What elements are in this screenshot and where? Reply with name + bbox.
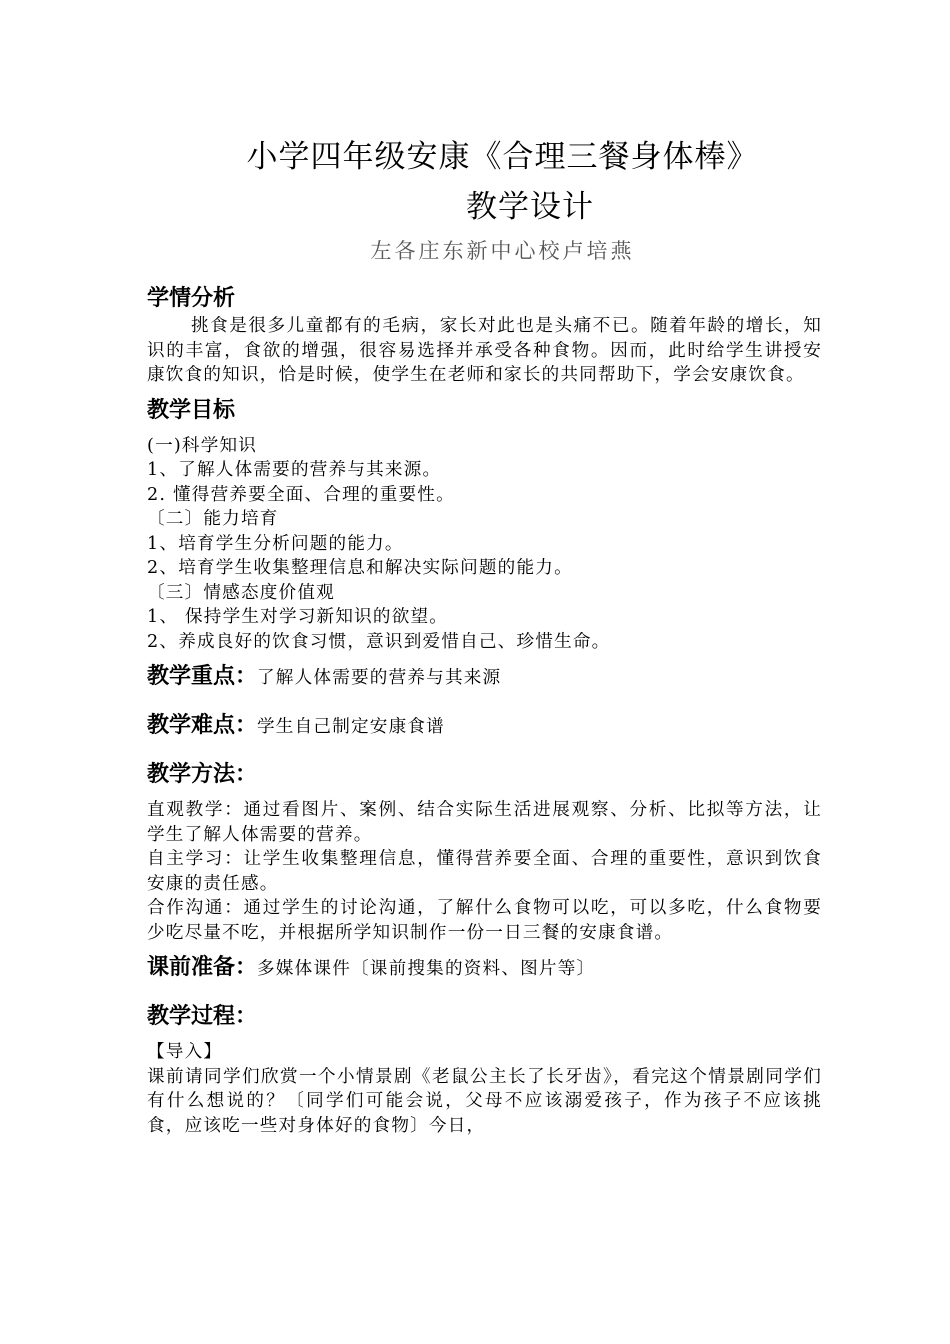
goal-line: 2、养成良好的饮食习惯，意识到爱惜自己、珍惜生命。 [147,631,611,652]
goal-line: 1、了解人体需要的营养与其来源。 [147,460,442,480]
key-point-label: 教学重点： [147,664,258,689]
difficulty-row [147,711,822,742]
preparation-label: 课前准备： [147,955,258,980]
method-paragraph: 合作沟通：通过学生的讨论沟通，了解什么食物可以吃，可以多吃，什么食物要少吃尽量不吃，并根据所学知识制作一份一日三餐的安康食谱。 [147,898,822,943]
difficulty-value: 学生自己制定安康食谱 [257,717,445,737]
goal-line: 〔三〕情感态度价值观 [147,582,335,603]
analysis-paragraph: 挑食是很多儿童都有的毛病，家长对此也是头痛不已。随着年龄的增长，知识的丰富，食欲的增强，很容易选择并承受各种食物。因而，此时给学生讲授安康饮食的知识，恰是时候，使学生在老师和家长的共同帮助下，学会安康饮食。 [147,316,822,385]
section-heading-goals: 教学目标 [147,397,236,423]
section-heading-analysis: 学情分析 [147,286,236,311]
goal-line: 1、 保持学生对学习新知识的欲望。 [147,607,449,627]
preparation-value: 多媒体课件〔课前搜集的资料、图片等〕 [257,959,596,979]
key-point-row [147,662,822,693]
goal-line: 2、培育学生收集整理信息和解决实际问题的能力。 [147,558,573,578]
author-line: 左各庄东新中心校卢培燕 [370,239,635,263]
section-heading-process: 教学过程： [147,1004,258,1029]
goal-line: 〔二〕能力培育 [147,509,279,529]
goal-line: 2. 懂得营养要全面、合理的重要性。 [147,484,455,505]
document-title-line2: 教学设计 [466,189,594,225]
method-paragraph: 自主学习：让学生收集整理信息，懂得营养要全面、合理的重要性，意识到饮食安康的责任感。 [147,849,822,894]
document-title-line1: 小学四年级安康《合理三餐身体棒》 [246,139,759,175]
method-paragraph: 直观教学：通过看图片、案例、结合实际生活进展观察、分析、比拟等方法，让学生了解人体需要的营养。 [147,800,822,845]
document-body [147,284,822,1138]
section-heading-methods: 教学方法： [147,762,258,787]
process-subheading: 【导入】 [147,1042,223,1062]
goals-list [147,434,822,655]
preparation-row [147,953,822,984]
goal-line: (一)科学知识 [147,435,258,456]
difficulty-label: 教学难点： [147,713,258,738]
key-point-value: 了解人体需要的营养与其来源 [257,668,502,688]
goal-line: 1、培育学生分析问题的能力。 [147,533,404,554]
process-paragraph: 课前请同学们欣赏一个小情景剧《老鼠公主长了长牙齿》，看完这个情景剧同学们有什么想说的？〔同学们可能会说，父母不应该溺爱孩子，作为孩子不应该挑食，应该吃一些对身体好的食物〕今日， [147,1066,822,1136]
